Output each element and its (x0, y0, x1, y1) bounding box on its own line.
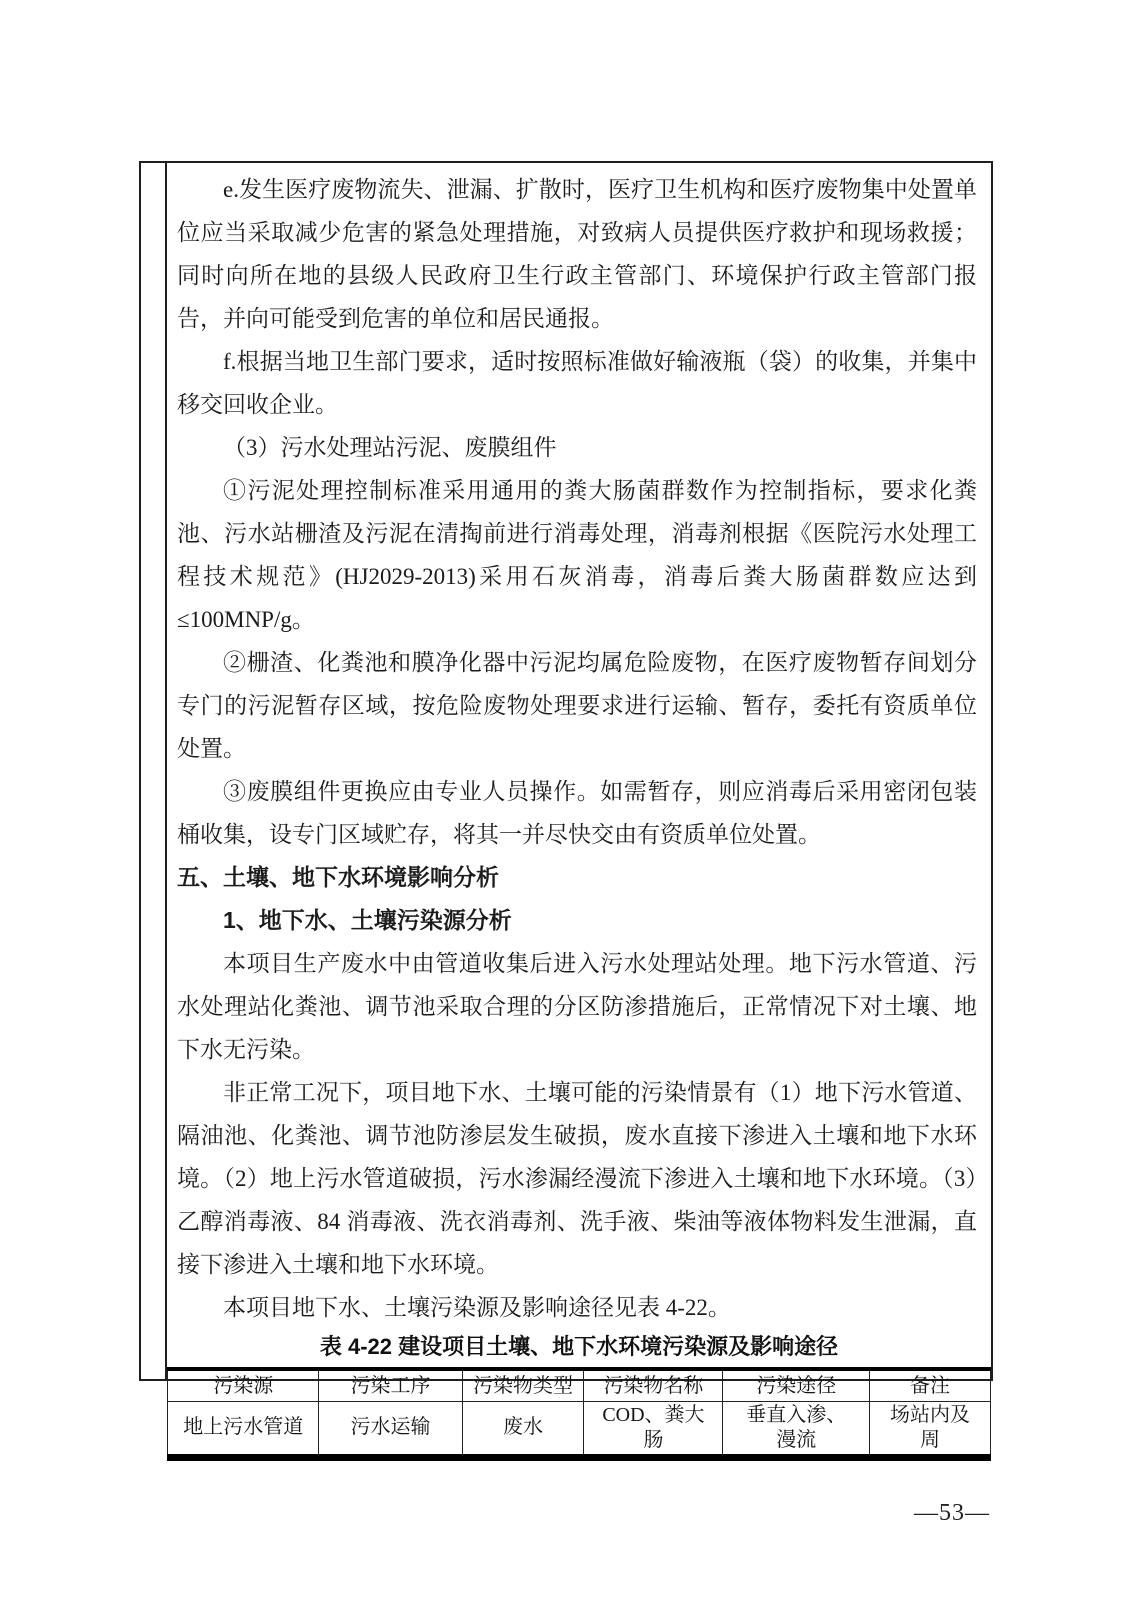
body-paragraph: 本项目地下水、土壤污染源及影响途径见表 4-22。 (223, 1295, 731, 1320)
table-cell: 污水运输 (319, 1401, 462, 1457)
table-header-cell: 污染物名称 (584, 1369, 723, 1401)
body-paragraph: ①污泥处理控制标准采用通用的粪大肠菌群数作为控制指标，要求化粪池、污水站栅渣及污泥在清掏前进行消毒处理，消毒剂根据《医院污水处理工程技术规范》(HJ2029-2013)采用石灰消毒，消毒后粪大肠菌群数应达到≤100MNP/g。 (177, 478, 977, 632)
table-cell: 场站内及周 (869, 1401, 990, 1457)
section-heading: 五、土壤、地下水环境影响分析 (177, 864, 499, 890)
table-row (168, 1401, 991, 1457)
table-cell: 废水 (462, 1401, 584, 1457)
page-number: —53— (914, 1500, 990, 1526)
subsection-heading: 1、地下水、土壤污染源分析 (223, 907, 512, 933)
pollution-table-block (167, 1329, 991, 1461)
table-cell: COD、粪大肠 (584, 1401, 723, 1457)
table-header-cell: 污染工序 (319, 1369, 462, 1401)
table-cell: 垂直入渗、漫流 (723, 1401, 869, 1457)
document-content (167, 163, 991, 1451)
table-cell: 地上污水管道 (168, 1401, 319, 1457)
table-header-cell: 污染源 (168, 1369, 319, 1401)
table-header-cell: 污染物类型 (462, 1369, 584, 1401)
body-paragraph: ③废膜组件更换应由专业人员操作。如需暂存，则应消毒后采用密闭包装桶收集，设专门区域贮存，将其一并尽快交由有资质单位处置。 (177, 779, 977, 847)
document-box (139, 161, 993, 1451)
table-header-row (168, 1369, 991, 1401)
body-paragraph: （3）污水处理站污泥、废膜组件 (223, 435, 557, 460)
table-header-cell: 备注 (869, 1369, 990, 1401)
table-header-cell: 污染途径 (723, 1369, 869, 1401)
body-paragraph: 本项目生产废水中由管道收集后进入污水处理站处理。地下污水管道、污水处理站化粪池、调节池采取合理的分区防渗措施后，正常情况下对土壤、地下水无污染。 (177, 951, 977, 1062)
body-paragraph: 非正常工况下，项目地下水、土壤可能的污染情景有（1）地下污水管道、隔油池、化粪池、调节池防渗层发生破损，废水直接下渗进入土壤和地下水环境。（2）地上污水管道破损，污水渗漏经漫流下渗进入土壤和地下水环境。（3）乙醇消毒液、84 消毒液、洗衣消毒剂、洗手液、柴油等液体物料发生泄漏，直接下渗进入土壤和地下水环境。 (177, 1080, 977, 1277)
left-margin-strip (141, 163, 167, 1379)
body-paragraph: f.根据当地卫生部门要求，适时按照标准做好输液瓶（袋）的收集，并集中移交回收企业。 (177, 349, 977, 417)
body-paragraph: e.发生医疗废物流失、泄漏、扩散时，医疗卫生机构和医疗废物集中处置单位应当采取减少危害的紧急处理措施，对致病人员提供医疗救护和现场救援；同时向所在地的县级人民政府卫生行政主管部门、环境保护行政主管部门报告，并向可能受到危害的单位和居民通报。 (177, 177, 977, 331)
pollution-source-table (167, 1367, 991, 1461)
table-caption: 表 4-22 建设项目土壤、地下水环境污染源及影响途径 (319, 1334, 839, 1359)
body-paragraph: ②栅渣、化粪池和膜净化器中污泥均属危险废物，在医疗废物暂存间划分专门的污泥暂存区域，按危险废物处理要求进行运输、暂存，委托有资质单位处置。 (177, 650, 977, 761)
